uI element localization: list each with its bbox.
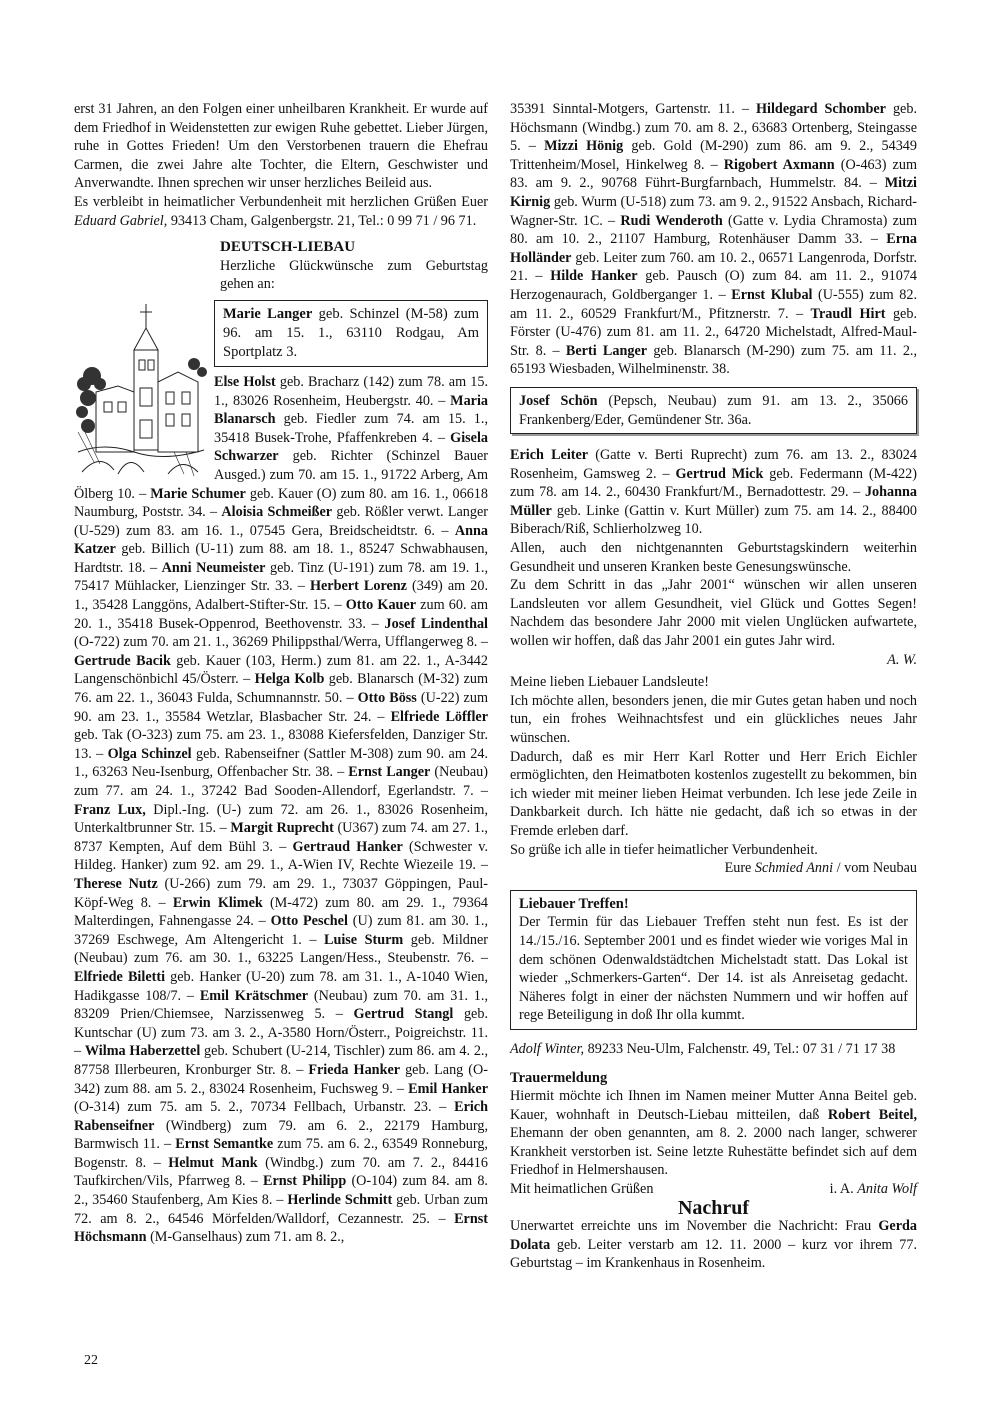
birthday-person-name: Traudl Hirt [810, 305, 886, 322]
birthday-person-name: Anna Katzer [74, 522, 488, 558]
trauer-text [510, 1087, 917, 1180]
birthday-person-details: (U-555) zum 82. am 11. 2., 60529 Frankfurt/M., Pfitznerstr. 7. – [510, 286, 917, 322]
letter-sig-name: Schmied Anni [754, 860, 834, 877]
birthday-person-details: (M-472) zum 80. am 29. 1., 79364 Malterdingen, Fahnengasse 24. – [74, 894, 488, 930]
section-header [220, 238, 488, 294]
birthday-list-right-top [510, 100, 917, 379]
birthday-person-details: (Schwester v. Hildeg. Hanker) zum 92. am 29. 1., A-Wien IV, Rechte Wiezeile 19. – [74, 838, 488, 874]
winter-address: 89233 Neu-Ulm, Falchenstr. 49, Tel.: 07 31 / 71 17 38 [584, 1040, 896, 1057]
birthday-person-name: Gisela Schwarzer [214, 429, 488, 465]
birthday-person-details: geb. Gold (M-290) zum 86. am 9. 2., 54349 Trittenheim/Mosel, Hinkelweg 8. – [510, 138, 917, 173]
birthday-person-details: geb. Schubert (U-214, Tischler) zum 86. am 4. 2., 87758 Illerbeuren, Kronburger Str. 8. – [74, 1043, 489, 1078]
trauer-signature-row [510, 1180, 917, 1199]
box-text: (Pepsch, Neubau) zum 91. am 13. 2., 35066 Frankenberg/Eder, Gemündener Str. 36a. [519, 392, 908, 428]
birthday-person-details: Dipl.-Ing. (U-) zum 72. am 26. 1., 83026 Rosenheim, Unterkaltbrunner Str. 15. – [74, 801, 488, 837]
birthday-person-name: Rudi Wenderoth [620, 212, 723, 229]
birthday-person-details: geb. Federmann (M-422) zum 78. am 14. 2., 60430 Frankfurt/M., Bernadottestr. 29. – [510, 465, 917, 501]
birthday-person-name: Berti Langer [565, 342, 648, 359]
trauer-pre: Hiermit möchte ich Ihnen im Namen meiner Mutter Anna Beitel geb. Kauer, wohnhaft in Deutsch-Liebau mitteilen, daß [510, 1088, 917, 1123]
birthday-person-name: Herlinde Schmitt [287, 1192, 393, 1209]
winter-contact [510, 1040, 917, 1059]
church-sketch-image [74, 302, 208, 480]
birthday-person-details: (O-722) zum 70. am 21. 1., 36269 Philippsthal/Werra, Ufflangerweg 8. – [74, 634, 488, 651]
birthday-list-right-bottom [510, 446, 917, 539]
birthday-person-details: geb. Höchsmann (Windbg.) zum 70. am 8. 2., 63683 Ortenberg, Steingasse 5. – [510, 101, 917, 155]
birthday-person-details: (U) zum 81. am 30. 1., 37269 Eschwege, Am Altengericht 1. – [74, 913, 488, 948]
trauer-signature [830, 1180, 917, 1199]
birthday-person-name: Mitzi Kirnig [510, 175, 917, 210]
birthday-person-name: Erich Rabenseifner [74, 1099, 488, 1134]
birthday-person-name: Mizzi Hönig [544, 138, 624, 155]
page-number: 22 [84, 1353, 98, 1368]
birthday-person-details: (349) am 20. 1., 35428 Langgöns, Adalbert-Stifter-Str. 15. – [74, 578, 488, 614]
birthday-person-name: Ernst Langer [348, 764, 431, 781]
birthday-list-left [74, 373, 488, 1247]
birthday-person-name: Maria Blanarsch [214, 392, 488, 428]
birthday-person-name: Olga Schinzel [107, 745, 192, 762]
letter-salutation: Meine lieben Liebauer Landsleute! [510, 674, 709, 691]
birthday-person-details: geb. Richter (Schinzel Bauer Ausged.) zum 70. am 15. 1., 91722 Arberg, Am Ölberg 10. – [74, 448, 488, 502]
birthday-person-details: (Gatte v. Lydia Chramosta) zum 80. am 10. 2., 21107 Hamburg, Rotenhäuser Damm 33. – [510, 212, 917, 248]
trauer-closing: Mit heimatlichen Grüßen [510, 1181, 654, 1198]
birthday-person-details: zum 75. am 6. 2., 63549 Ronneburg, Bogenstr. 8. – [74, 1136, 488, 1171]
birthday-person-details: geb. Blanarsch (M-290) zum 75. am 11. 2., 65193 Wiesbaden, Wilhelminenstr. 38. [510, 342, 918, 378]
box-name: Marie Langer [223, 305, 313, 322]
trauer-post: Ehemann der oben genannten, am 8. 2. 2000 nach langer, schwerer Krankheit verstorben ist. Seine letzte Ruhestätte befindet sich auf dem Friedhof in Helmershausen. [510, 1125, 917, 1179]
nachruf-post: geb. Leiter verstarb am 12. 11. 2000 – kurz vor ihrem 77. Geburtstag – im Krankenhaus in Rosenheim. [510, 1236, 917, 1272]
birthday-person-details: geb. Urban zum 72. am 8. 2., 64546 Mörfelden/Walldorf, Cezannestr. 25. – [74, 1192, 488, 1227]
birthday-person-name: Frieda Hanker [308, 1061, 401, 1078]
birthday-person-name: Marie Schumer [150, 485, 246, 502]
highlight-box-josef-schoen [510, 387, 917, 434]
birthday-person-details: geb. Kauer (O) zum 80. am 16. 1., 06618 Naumburg, Poststr. 34. – [74, 485, 488, 521]
birthday-person-name: Margit Ruprecht [230, 820, 334, 837]
birthday-person-details: geb. Leiter zum 760. am 10. 2., 06571 Langenroda, Dorfstr. 21. – [510, 249, 917, 285]
birthday-entries-top [510, 101, 917, 377]
birthday-person-name: Ernst Semantke [175, 1136, 274, 1153]
birthday-person-name: Hildegard Schomber [756, 101, 886, 117]
birthday-person-details: geb. Kuntschar (U) zum 73. am 3. 2., A-3580 Horn/Österr., Poigreichstr. 11. – [74, 1006, 488, 1060]
birthday-person-name: Gertrud Stangl [353, 1006, 454, 1023]
wishes-paragraph: Allen, auch den nichtgenannten Geburtstagskindern weiterhin Gesundheit und unseren Kranken beste Genesungswünsche. [510, 540, 917, 575]
treffen-box [510, 890, 917, 1030]
birthday-person-details: (M-Ganselhaus) zum 71. am 8. 2., [146, 1229, 345, 1246]
highlight-box-marie-langer [214, 300, 488, 367]
birthday-person-name: Emil Krätschmer [199, 987, 309, 1004]
trauer-name: Robert Beitel, [827, 1106, 918, 1123]
birthday-person-details: (U-22) zum 90. am 23. 1., 35584 Wetzlar, Blasbacher Str. 24. – [74, 690, 488, 725]
letter-sig-pre: Eure [724, 860, 755, 877]
birthday-person-name: Therese Nutz [74, 875, 158, 892]
birthday-person-name: Johanna Müller [510, 484, 917, 519]
birthday-person-details: geb. Linke (Gattin v. Kurt Müller) zum 75. am 14. 2., 88400 Biberach/Riß, Schlierholzweg 10. [510, 502, 917, 538]
birthday-person-name: Luise Sturm [323, 931, 404, 948]
intro-paragraph: erst 31 Jahren, an den Folgen einer unheilbaren Krankheit. Er wurde auf dem Friedhof in Weidenstetten zur ewigen Ruhe gebettet. Lieber Jürgen, ruhe in Gottes Frieden! Um den Verstorbenen trauern die Ehefrau Carmen, die zwei Jahre alte Tochter, die Eltern, Geschwister und Anverwandte. Ihnen sprechen wir unser herzliches Beileid aus. [74, 101, 488, 192]
birthday-person-name: Ernst Klubal [731, 286, 813, 303]
birthday-person-name: Erich Leiter [510, 447, 589, 464]
birthday-person-details: geb. Pausch (O) zum 84. am 11. 2., 91074 Herzogenaurach, Goldberganger 1. – [510, 268, 918, 303]
birthday-person-name: Rigobert Axmann [723, 156, 835, 173]
letter-paragraph-3: So grüße ich alle in tiefer heimatlicher Verbundenheit. [510, 841, 818, 858]
birthday-person-name: Ernst Höchsmann [74, 1210, 488, 1246]
birthday-person-name: Erwin Klimek [172, 894, 263, 911]
birthday-person-details: (O-314) zum 75. am 5. 2., 70734 Fellbach, Urbanstr. 23. – [74, 1099, 455, 1116]
winter-name: Adolf Winter, [510, 1040, 585, 1057]
birthday-person-details: geb. Blanarsch (M-32) zum 76. am 22. 1., 36043 Fulda, Schumnannstr. 50. – [74, 671, 488, 707]
left-column [74, 100, 488, 1247]
birthday-person-details: geb. Förster (U-476) zum 81. am 11. 2., 64720 Michelstadt, Alfred-Maul-Str. 8. – [510, 305, 917, 359]
birthday-person-details: geb. Hanker (U-20) zum 78. am 31. 1., A-1040 Wien, Hadikgasse 108/7. – [74, 968, 489, 1004]
greeting-paragraph [74, 193, 488, 230]
birthday-person-name: Aloisia Schmeißer [221, 504, 333, 521]
birthday-person-name: Elfriede Biletti [74, 968, 166, 985]
letter-paragraph-1: Ich möchte allen, besonders jenen, die mir Gutes getan haben und noch tun, ein frohes Weihnachtsfest und ein glückliches neues Jahr wünschen. [510, 692, 917, 746]
birthday-person-name: Else Holst [214, 373, 276, 390]
birthday-person-name: Otto Peschel [270, 913, 348, 930]
treffen-text: Der Termin für das Liebauer Treffen steht nun fest. Es ist der 14./15./16. September 2001 und es findet wieder wie voriges Mal in dem schönen Odenwaldstädtchen Michelstadt statt. Das Lokal ist wieder „Schmerkers-Garten“. Der 14. ist als Anreisetag gedacht. Näheres folgt in einer der nächsten Nummern und wir hoffen auf rege Beteiligung in doß Ihr olla kummt. [519, 914, 908, 1024]
right-column [510, 100, 917, 1273]
treffen-title: Liebauer Treffen! [519, 895, 629, 912]
birthday-person-details: geb. Kauer (103, Herm.) zum 81. am 22. 1., A-3442 Langenschönbichl 45/Österr. – [74, 652, 488, 688]
nachruf-name: Gerda Dolata [510, 1218, 917, 1253]
year-signature [510, 651, 917, 670]
nachruf-pre: Unerwartet erreichte uns im November die Nachricht: Frau [510, 1218, 879, 1235]
birthday-person-name: Gertrud Mick [675, 465, 764, 482]
letter-signature [510, 859, 917, 878]
greeting-text: Es verbleibt in heimatlicher Verbundenheit mit herzlichen Grüßen Euer [74, 193, 488, 210]
birthday-entries [74, 374, 488, 1245]
birthday-person-name: Helmut Mank [168, 1154, 258, 1171]
birthday-person-details: (Gatte v. Berti Ruprecht) zum 76. am 13. 2., 83024 Rosenheim, Gamsweg 2. – [510, 447, 917, 482]
birthday-person-details: geb. Tak (O-323) zum 75. am 23. 1., 83088 Kiefersfelden, Danziger Str. 13. – [74, 727, 488, 762]
birthday-person-details: 35391 Sinntal-Motgers, Gartenstr. 11. – [510, 101, 757, 117]
section-subtitle: Herzliche Glückwünsche zum Geburtstag gehen an: [220, 257, 488, 293]
greeting-address: 93413 Cham, Galgenbergstr. 21, Tel.: 0 99 71 / 96 71. [167, 212, 477, 229]
birthday-person-details: (U-266) zum 79. am 29. 1., 73037 Göppingen, Paul-Köpf-Weg 8. – [74, 875, 488, 911]
birthday-person-name: Gertraud Hanker [292, 838, 403, 855]
birthday-person-details: (O-463) zum 83. am 9. 2., 90768 Führt-Burgfarnbach, Hummelstr. 84. – [510, 156, 917, 192]
birthday-person-name: Hilde Hanker [550, 268, 638, 285]
trauer-sig-pre: i. A. [829, 1181, 858, 1198]
birthday-person-name: Otto Böss [357, 690, 417, 707]
birthday-person-details: zum 60. am 20. 1., 35418 Busek-Oppenrod, Beethovenstr. 33. – [74, 597, 488, 632]
birthday-person-details: geb. Lang (O-342) zum 88. am 5. 2., 83024 Rosenheim, Fuchsweg 9. – [74, 1061, 488, 1097]
birthday-person-details: geb. Mildner (Neubau) zum 76. am 30. 1., 63225 Langen/Hess., Steubenstr. 76. – [74, 931, 489, 967]
birthday-entries-bottom [510, 447, 917, 537]
birthday-person-name: Ernst Philipp [263, 1173, 347, 1190]
year-paragraph: Zu dem Schritt in das „Jahr 2001“ wünschen wir allen unseren Landsleuten vor allem Gesundheit, viel Glück und Gottes Segen! Nachdem das besondere Jahr 2000 mit vielen Unglücken aufwartete, wollen wir hoffen, daß das Jahr 2001 ein gutes Jahr wird. [510, 577, 917, 650]
birthday-person-name: Elfriede Löffler [390, 708, 489, 725]
birthday-person-name: Helga Kolb [254, 671, 325, 688]
trauer-sig-name: Anita Wolf [857, 1181, 917, 1198]
birthday-person-details: (Windbg.) zum 70. am 7. 2., 84416 Taufkirchen/Vils, Pfarrweg 8. – [74, 1154, 488, 1190]
birthday-person-name: Anni Neumeister [161, 559, 266, 576]
box-text: geb. Schinzel (M-58) zum 96. am 15. 1., 63110 Rodgau, Am Sportplatz 3. [223, 305, 479, 360]
birthday-person-name: Erna Holländer [510, 231, 917, 266]
letter-paragraph-2: Dadurch, daß es mir Herr Karl Rotter und Herr Erich Eichler ermöglichten, den Heimatboten kostenlos zugestellt zu bekommen, bin ich wieder mit meiner lieben Heimat verbunden. Ich lese jede Zeile in Dankbarkeit durch. Ich hätte nie gedacht, daß ich so etwas in der Fremde erleben darf. [510, 748, 917, 839]
letter-sig-post: / vom Neubau [833, 860, 917, 877]
birthday-person-name: Gertrude Bacik [74, 652, 171, 669]
box-name: Josef Schön [519, 392, 598, 409]
birthday-person-details: (Neubau) zum 70. am 31. 1., 83209 Prien/Chiemsee, Narzissenweg 5. – [74, 987, 488, 1023]
birthday-person-details: geb. Bracharz (142) zum 78. am 15. 1., 83026 Rosenheim, Heubergstr. 40. – [214, 373, 488, 409]
birthday-person-name: Herbert Lorenz [309, 578, 407, 595]
greeting-author: Eduard Gabriel, [74, 212, 168, 229]
birthday-person-name: Otto Kauer [345, 597, 417, 614]
year-signature-text: A. W. [887, 651, 917, 668]
birthday-person-details: geb. Wurm (U-518) zum 73. am 9. 2., 91522 Ansbach, Richard-Wagner-Str. 1C. – [510, 193, 917, 229]
nachruf-title: Nachruf [677, 1196, 750, 1219]
birthday-person-details: geb. Fiedler zum 74. am 15. 1., 35418 Busek-Trohe, Pfaffenkreben 4. – [214, 411, 488, 446]
birthday-person-details: geb. Rößler verwt. Langer (U-529) zum 83. am 16. 1., 07545 Gera, Breidscheidtstr. 6. – [74, 504, 488, 539]
birthday-person-details: geb. Billich (U-11) zum 88. am 18. 1., 85247 Schwabhausen, Hardtstr. 18. – [74, 541, 488, 576]
birthday-person-name: Franz Lux, [74, 801, 146, 818]
birthday-person-details: (U367) zum 74. am 27. 1., 8737 Kempten, Auf dem Bühl 3. – [74, 820, 488, 855]
birthday-person-details: geb. Tinz (U-191) zum 78. am 19. 1., 75417 Mühlacker, Lienzinger Str. 33. – [74, 559, 488, 595]
section-title: DEUTSCH-LIEBAU [220, 239, 356, 256]
trauer-title: Trauermeldung [510, 1069, 608, 1086]
birthday-person-name: Josef Lindenthal [384, 615, 488, 632]
birthday-person-details: (Windberg) zum 79. am 6. 2., 22179 Hamburg, Barmwisch 11. – [74, 1117, 488, 1153]
birthday-person-details: geb. Rabenseifner (Sattler M-308) zum 90. am 24. 1., 63263 Neu-Isenburg, Offenbacher Str. 38. – [74, 745, 488, 781]
birthday-person-details: (O-104) zum 84. am 8. 2., 35460 Staufenberg, Am Kies 8. – [74, 1173, 488, 1209]
nachruf-text [510, 1217, 917, 1273]
birthday-person-details: (Neubau) zum 77. am 24. 1., 37242 Bad Sooden-Allendorf, Egerlandstr. 7. – [74, 764, 489, 799]
birthday-person-name: Wilma Haberzettel [84, 1043, 201, 1060]
birthday-person-name: Emil Hanker [408, 1080, 488, 1097]
